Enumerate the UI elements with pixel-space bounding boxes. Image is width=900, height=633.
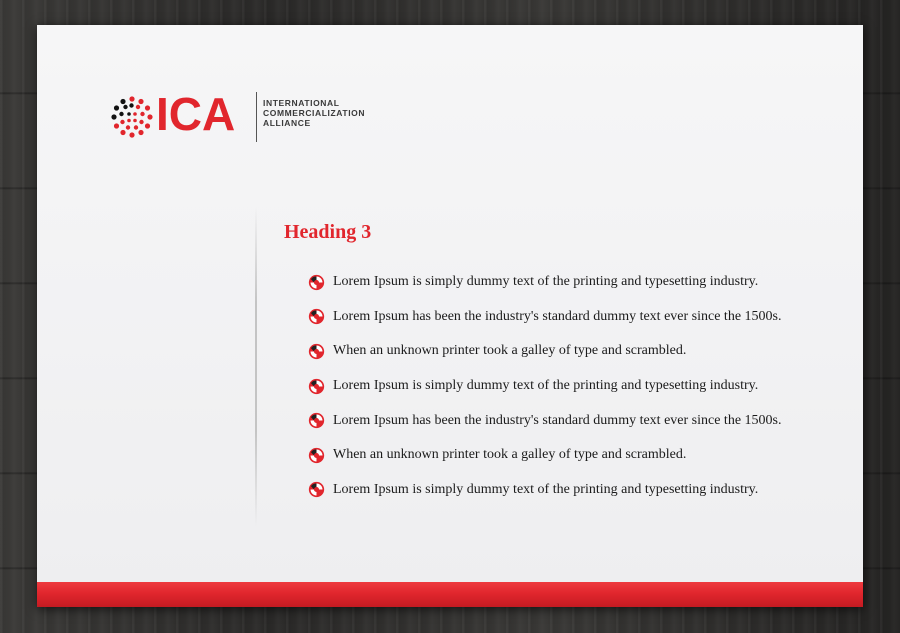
ica-swirl-bullet-icon — [308, 378, 325, 395]
ica-swirl-bullet-icon — [308, 274, 325, 291]
logo-divider — [256, 92, 257, 142]
list-item-text: Lorem Ipsum is simply dummy text of the printing and typesetting industry. — [333, 378, 759, 394]
footer-accent-bar — [37, 582, 863, 607]
list-item-text: Lorem Ipsum is simply dummy text of the printing and typesetting industry. — [333, 481, 759, 497]
list-item — [308, 403, 781, 438]
list-item-text: When an unknown printer took a galley of type and scrambled. — [333, 447, 687, 463]
list-item — [308, 369, 781, 404]
content-heading: Heading 3 — [284, 221, 372, 243]
list-item-text: Lorem Ipsum has been the industry's standard dummy text ever since the 1500s. — [333, 308, 782, 324]
ica-swirl-bullet-icon — [308, 447, 325, 464]
list-item-text: When an unknown printer took a galley of type and scrambled. — [333, 343, 687, 359]
logo-tagline — [263, 98, 383, 128]
logo-tagline-line: INTERNATIONAL — [263, 98, 340, 108]
logo-wordmark: ICA — [156, 88, 236, 140]
ica-swirl-bullet-icon — [308, 481, 325, 498]
list-item — [308, 265, 781, 300]
logo-tagline-line: COMMERCIALIZATION — [263, 108, 366, 118]
ica-swirl-bullet-icon — [308, 412, 325, 429]
vertical-divider — [255, 207, 257, 527]
list-item — [308, 438, 781, 473]
bullet-list — [308, 265, 781, 507]
list-item — [308, 473, 781, 508]
letterhead-card — [37, 25, 863, 607]
logo-tagline-line: ALLIANCE — [263, 118, 311, 128]
list-item — [308, 300, 781, 335]
ica-swirl-bullet-icon — [308, 343, 325, 360]
ica-swirl-bullet-icon — [308, 308, 325, 325]
list-item-text: Lorem Ipsum has been the industry's standard dummy text ever since the 1500s. — [333, 412, 782, 428]
list-item — [308, 334, 781, 369]
ica-emblem-icon — [110, 95, 154, 139]
list-item-text: Lorem Ipsum is simply dummy text of the printing and typesetting industry. — [333, 274, 759, 290]
